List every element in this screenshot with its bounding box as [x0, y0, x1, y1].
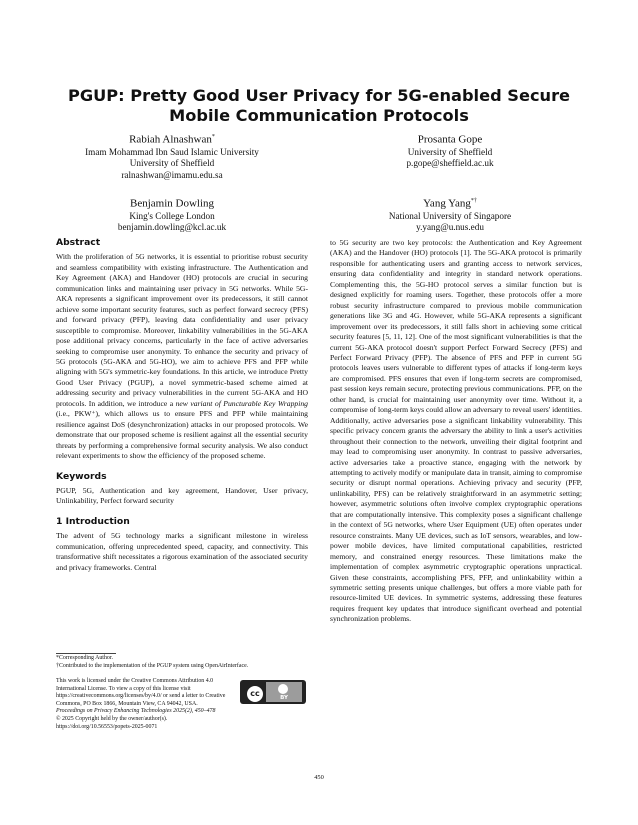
doi-link[interactable]: https://doi.org/10.56553/popets-2025-0071: [56, 723, 158, 730]
introduction-heading: 1 Introduction: [56, 515, 130, 527]
abstract-text: With the proliferation of 5G networks, it is essential to prioritise robust security and seamless compatibility with existing infrastructure. The Authentication and Key Agreement (AKA) and Handover (HO) protocols are crucial in securing communication links and maintaining user privacy in 5G networks. While 5G-AKA represents a significant improvement over its predecessors, it still cannot achieve some important security features, such as perfect forward secrecy (PFS) and forward privacy (PFP), leaving data confidentiality and user privacy susceptible to compromise. Moreover, linkability vulnerabilities in the 5G-AKA pose additional privacy concerns, particularly in the face of active adversaries seeking to compromise user anonymity. To enhance the security and privacy of 5G protocols (5G-AKA and 5G-HO), we aim to achieve PFS and PFP while aligning with 5G's symmetric-key foundations. In this article, we introduce Pretty Good User Privacy (PGUP), a novel symmetric-based scheme aimed at addressing security and privacy vulnerabilities in the current 5G-AKA and HO protocols. In addition, we introduce a new variant of Puncturable Key Wrapping (i.e., PKW⁺), which allows us to ensure PFS and PFP while maintaining resilience against DoS (desynchronization) attacks in our proposed protocols. We demonstrate that our proposed scheme is resilient against all the essential security threats by performing a comprehensive formal security analysis. We also conduct relevant experiments to show the efficiency of the proposed scheme.: [56, 252, 308, 461]
person-icon: [278, 684, 288, 694]
author-affiliation: Imam Mohammad Ibn Saud Islamic University: [85, 146, 259, 157]
author-email: p.gope@sheffield.ac.uk: [406, 158, 494, 169]
attribution-icon: BY: [266, 682, 302, 702]
author-block-4: [330, 195, 570, 234]
author-affiliation: National University of Singapore: [388, 210, 512, 221]
author-name: Prosanta Gope: [417, 133, 483, 146]
author-affiliation: University of Sheffield: [129, 158, 215, 169]
introduction-text: The advent of 5G technology marks a significant milestone in wireless communication, offering unprecedented speed, capacity, and connectivity. This transformative shift necessitates a rigorous examination of the associated security and privacy frameworks. Central: [56, 531, 308, 572]
author-name: Yang Yang*†: [423, 197, 477, 210]
creative-commons-icon: cc: [242, 682, 266, 702]
license-text: This work is licensed under the Creative Commons Attribution 4.0 International License. To view a copy of this license visit https://creativecommons.org/licenses/by/4.0/ or send a letter to Creative Commons, PO Box 1866, Mountain View, CA 94042, USA.: [56, 678, 226, 707]
copyright-line: © 2025 Copyright held by the owner/author(s).: [56, 715, 168, 722]
author-block-2: [330, 131, 570, 170]
abstract-heading: Abstract: [56, 237, 101, 248]
author-email: benjamin.dowling@kcl.ac.uk: [117, 222, 227, 233]
author-email: ralnashwan@imamu.edu.sa: [121, 169, 223, 180]
cc-by-license-badge[interactable]: [240, 680, 306, 704]
author-name: Benjamin Dowling: [129, 197, 215, 210]
paper-title: PGUP: Pretty Good User Privacy for 5G-enabled Secure Mobile Communication Protocols: [67, 86, 571, 125]
author-affiliation: King's College London: [129, 210, 215, 221]
footnote-contribution: †Contributed to the implementation of the PGUP system using OpenAirInterface.: [56, 662, 249, 669]
right-column: [330, 238, 582, 625]
author-email: y.yang@u.nus.edu: [416, 222, 484, 233]
page-number: 450: [314, 774, 324, 781]
right-column-text: to 5G security are two key protocols: the Authentication and Key Agreement (AKA) and the Handover (HO) protocols [1]. The 5G-AKA protocol is primarily responsible for authenticating users and granting access to network services, ensuring data confidentiality and integrity in standard network operations. Complementing this, the 5G-HO protocol serves a similar function but is designed explicitly for roaming users. Together, these protocols offer a more robust security infrastructure compared to previous mobile communication generations like 3G and 4G. However, while 5G-AKA represents a significant improvement over its predecessors, it still falls short in achieving some critical security features [5, 11, 12]. One of the most significant vulnerabilities is that the current 5G-AKA protocol doesn't support Perfect Forward Secrecy (PFS) and Perfect Forward Privacy (PFP). The absence of PFS and PFP in current 5G protocols leaves users vulnerable to different types of attacks if long-term keys are compromised. PFS ensures that even if long-term secrets are compromised, past session keys remain secure, protecting previous communications. PFP, on the other hand, is crucial for maintaining user anonymity over time. Without it, a compromise of long-term keys could allow an adversary to reveal users' identities. Additionally, active adversaries pose a significant linkability vulnerability. This specific privacy concern grants the adversary the ability to link a user's activities throughout their connection to the network, unveiling their digital footprint and may lead to compromising user anonymity. In contrast to passive adversaries, active adversaries take a proactive stance, engaging with the network by attempting to actively modify or manipulate data in transit, aiming to compromise security or disrupt normal operations. Achieving privacy and security (PFP, unlinkability, PFS) can be relatively straightforward in an asymmetric setting; however, asymmetric solutions often involve complex cryptographic operations that are computationally intensive. This complexity poses a significant challenge in the context of 5G networks, where User Equipment (UE) often operates under resource constraints. Many UE devices, such as IoT sensors, wearables, and low-power mobile devices, have limited computational capabilities, restricted memory, and constrained energy resources. These limitations make the implementation of complex asymmetric cryptographic operations unpractical. Given these constraints, accomplishing PFS, PFP, and unlinkability within a symmetric setting presents unique challenges, but offers a more viable path for resource-limited UE devices. In symmetric systems, addressing these features requires frequent key updates that introduce significant overhead and potential synchronization problems.: [330, 238, 582, 624]
author-affiliation: University of Sheffield: [407, 146, 493, 157]
author-name: Rabiah Alnashwan*: [129, 133, 215, 146]
footnotes: [56, 655, 306, 670]
author-block-1: [56, 131, 288, 181]
keywords-heading: Keywords: [56, 470, 107, 482]
proceedings-line: Proceedings on Privacy Enhancing Technologies 2025(2), 450–478: [56, 708, 216, 715]
left-column: [56, 238, 308, 573]
footnote-corresponding: *Corresponding Author.: [56, 655, 113, 661]
author-block-3: [56, 195, 288, 234]
footnote-rule: [56, 653, 116, 654]
keywords-text: PGUP, 5G, Authentication and key agreement, Handover, User privacy, Unlinkability, Perfect forward security: [56, 485, 308, 506]
